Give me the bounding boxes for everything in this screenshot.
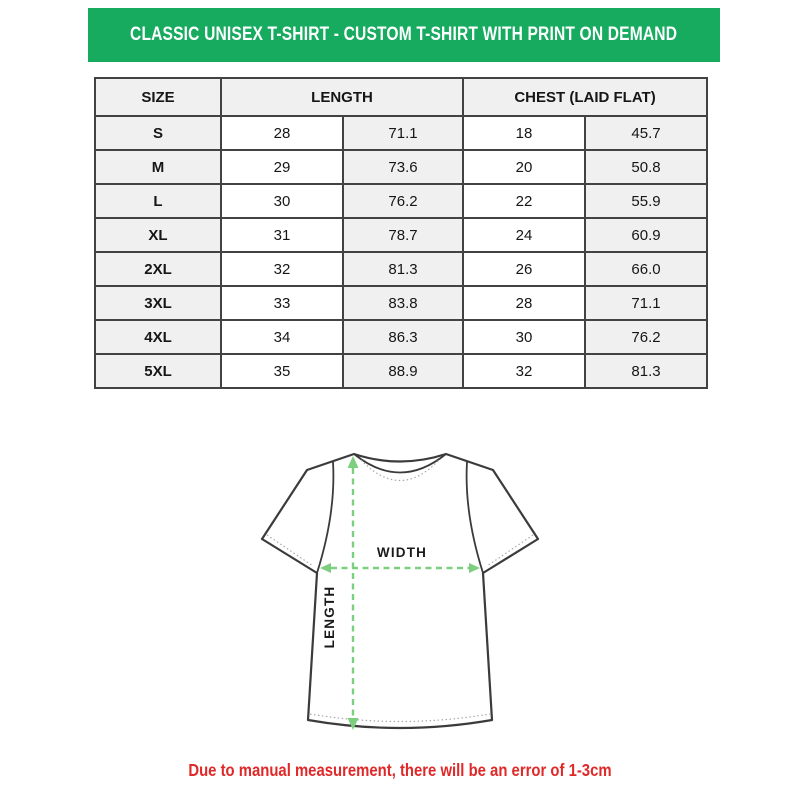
chest-in-cell: 26: [463, 252, 585, 286]
chest-in-cell: 22: [463, 184, 585, 218]
measurement-disclaimer: [0, 760, 800, 781]
width-arrow-label: WIDTH: [376, 545, 428, 560]
page-title: CLASSIC UNISEX T-SHIRT - CUSTOM T-SHIRT WITH PRINT ON DEMAND: [130, 24, 678, 45]
table-row: [95, 252, 707, 286]
length-cm-cell: 71.1: [343, 116, 463, 150]
length-cm-cell: 78.7: [343, 218, 463, 252]
chest-cm-cell: 76.2: [585, 320, 707, 354]
chest-in-cell: 30: [463, 320, 585, 354]
chest-in-cell: 20: [463, 150, 585, 184]
size-cell: 5XL: [95, 354, 221, 388]
size-cell: S: [95, 116, 221, 150]
length-in-cell: 34: [221, 320, 343, 354]
length-in-cell: 30: [221, 184, 343, 218]
size-cell: XL: [95, 218, 221, 252]
table-row: [95, 320, 707, 354]
size-cell: 3XL: [95, 286, 221, 320]
length-in-cell: 31: [221, 218, 343, 252]
length-arrow-label: LENGTH: [322, 585, 337, 649]
chest-cm-cell: 66.0: [585, 252, 707, 286]
title-banner: [88, 8, 720, 62]
chest-cm-cell: 81.3: [585, 354, 707, 388]
table-row: [95, 184, 707, 218]
size-cell: 2XL: [95, 252, 221, 286]
size-cell: 4XL: [95, 320, 221, 354]
length-cm-cell: 81.3: [343, 252, 463, 286]
size-chart-table: [94, 77, 708, 389]
length-in-cell: 28: [221, 116, 343, 150]
length-in-cell: 35: [221, 354, 343, 388]
length-cm-cell: 73.6: [343, 150, 463, 184]
size-cell: L: [95, 184, 221, 218]
chest-in-cell: 32: [463, 354, 585, 388]
length-cm-cell: 76.2: [343, 184, 463, 218]
chest-cm-cell: 60.9: [585, 218, 707, 252]
disclaimer-text: Due to manual measurement, there will be an error of 1-3cm: [188, 760, 612, 780]
size-cell: M: [95, 150, 221, 184]
header-chest: CHEST (LAID FLAT): [463, 78, 707, 116]
table-row: [95, 218, 707, 252]
table-row: [95, 354, 707, 388]
length-cm-cell: 86.3: [343, 320, 463, 354]
length-in-cell: 32: [221, 252, 343, 286]
length-in-cell: 29: [221, 150, 343, 184]
table-row: [95, 116, 707, 150]
table-header-row: [95, 78, 707, 116]
chest-in-cell: 18: [463, 116, 585, 150]
chest-cm-cell: 71.1: [585, 286, 707, 320]
length-in-cell: 33: [221, 286, 343, 320]
chest-in-cell: 24: [463, 218, 585, 252]
chest-in-cell: 28: [463, 286, 585, 320]
header-size: SIZE: [95, 78, 221, 116]
header-length: LENGTH: [221, 78, 463, 116]
table-row: [95, 150, 707, 184]
chest-cm-cell: 50.8: [585, 150, 707, 184]
chest-cm-cell: 55.9: [585, 184, 707, 218]
tshirt-outline-drawing: [262, 454, 538, 728]
length-cm-cell: 88.9: [343, 354, 463, 388]
chest-cm-cell: 45.7: [585, 116, 707, 150]
tshirt-measurement-diagram: [250, 443, 550, 743]
length-cm-cell: 83.8: [343, 286, 463, 320]
table-row: [95, 286, 707, 320]
